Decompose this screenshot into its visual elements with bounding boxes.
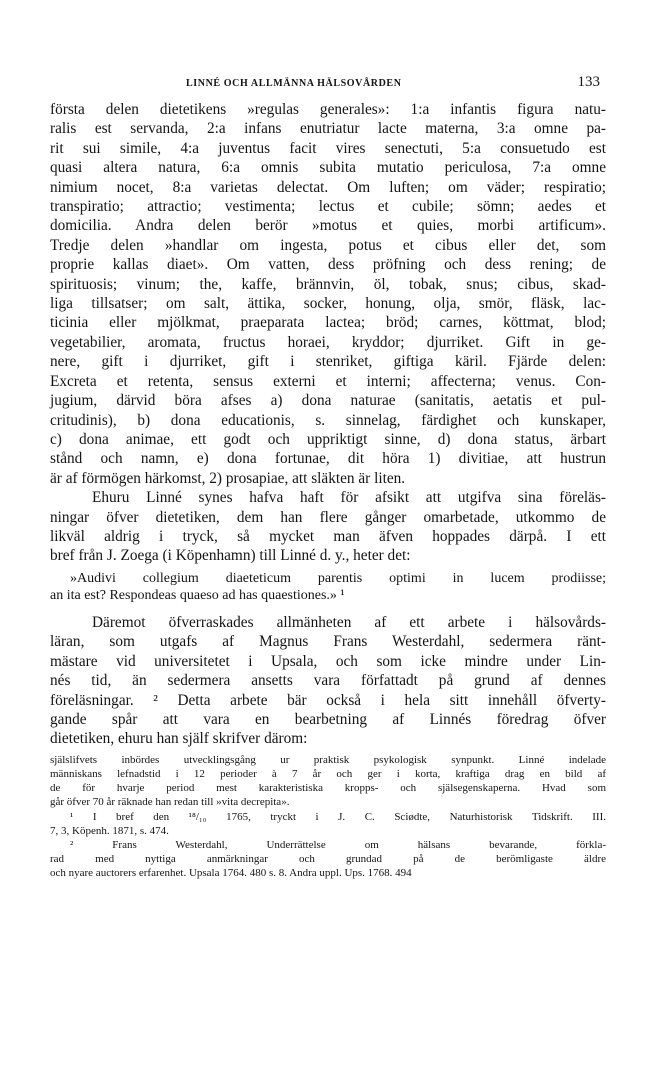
text-line: ningar öfver dietetiken, dem han flere gånger omarbetade, utkommo de — [50, 508, 606, 526]
text-line: Excreta et retenta, sensus externi et interni; affecterna; venus. Con- — [50, 372, 606, 390]
text-line: föreläsningar. ² Detta arbete bär också i hela sitt innehåll öfverty- — [50, 691, 606, 709]
text-line: dietetiken, ehuru han själf skrifver därom: — [50, 730, 308, 748]
text-line: är af förmögen härkomst, 2) prosapiae, att släkten är liten. — [50, 469, 406, 487]
text-line: första delen dietetikens »regulas generales»: 1:a infantis figura natu- — [50, 101, 606, 118]
paragraph-westerdahl — [50, 613, 606, 749]
text-line: transpiratio; attractio; vestimenta; lectus et cubile; sömn; aedes et — [50, 198, 606, 216]
text-line: proprie kallas diaet». Om vatten, dess pröfning och dess rening; de — [50, 256, 606, 274]
text-line: nés tid, än sedermera ansetts vara författadt på grund af dennes — [50, 672, 606, 690]
footnote-1: ¹ I bref den ¹⁸/₁₀ 1765, tryckt i J. C. Sciødte, Naturhistorisk Tidskrift. III. — [70, 810, 606, 823]
running-head — [166, 74, 606, 98]
paragraph-dietetics-parts — [50, 100, 606, 488]
body-text — [50, 100, 606, 881]
footnote-2: ² Frans Westerdahl, Underrättelse om hälsans bevarande, förkla- — [70, 839, 606, 851]
text-line: Tredje delen »handlar om ingesta, potus et cibus eller det, som — [50, 236, 606, 254]
text-line: likväl aldrig i tryck, så mycket man äfven hoppades därpå. I ett — [50, 527, 606, 545]
text-line: bref från J. Zoega (i Köpenhamn) till Linné d. y., heter det: — [50, 547, 411, 565]
text-line: Ehuru Linné synes hafva haft för afsikt att utgifva sina föreläs- — [92, 489, 606, 507]
footnote-line: och nyare auctorers erfarenhet. Upsala 1764. 480 s. 8. Andra uppl. Ups. 1768. 494 — [50, 867, 412, 880]
text-line: c) dona animae, ett godt och uppriktigt sinne, d) dona status, ärbart — [50, 430, 606, 448]
text-line: stånd och namn, e) dona fortunae, dit höra 1) divitiae, att hustrun — [50, 450, 606, 468]
text-line: liga tillsatser; om salt, ättika, socker, honung, olja, smör, fläsk, lac- — [50, 295, 606, 313]
text-line: critudinis), b) dona educationis, s. sinnelag, färdighet och kunskaper, — [50, 411, 606, 429]
footnote-line: människans lefnadstid i 12 perioder à 7 år och ger i korta, kraftiga drag en bild af — [50, 767, 606, 780]
page-number: 133 — [577, 74, 600, 90]
text-line: vegetabilier, aromata, fructus horaei, kryddor; djurriket. Gift in ge- — [50, 333, 606, 351]
footnote-line: de för hvarje period mest karakteristiska kropps- och själsegenskaperna. Hvad som — [50, 782, 606, 795]
footnote-line: rad med nyttiga anmärkningar och grundad på de berömligaste äldre — [50, 853, 606, 866]
text-line: ticinia eller mjölkmat, praeparata lactea; bröd; carnes, köttmat, blod; — [50, 314, 606, 332]
text-line: an ita est? Respondeas quaeso ad has quaestiones.» ¹ — [50, 588, 345, 604]
running-title: LINNÉ OCH ALLMÄNNA HÄLSOVÅRDEN — [186, 78, 402, 89]
footnote-line: 7, 3, Köpenh. 1871, s. 474. — [50, 824, 169, 837]
footnotes — [50, 753, 606, 881]
footnote-line: själslifvets inbördes utvecklingsgång ur praktisk psykologisk synpunkt. Linné indelade — [50, 753, 606, 766]
text-line: nimium nocet, 8:a varietas delectat. Om luften; om väder; respiratio; — [50, 178, 606, 196]
text-line: mästare vid universitetet i Upsala, och som icke mindre under Lin- — [50, 652, 606, 670]
text-line: rit sui simile, 4:a juventus facit vires senectuti, 5:a consuetudo est — [50, 139, 606, 157]
text-line: jugium, därvid böra afses a) dona naturae (sanitatis, aetatis et pul- — [50, 392, 606, 410]
latin-quote — [50, 570, 606, 605]
paragraph-zoega-letter — [50, 488, 606, 566]
text-line: nere, gift i djurriket, gift i stenriket, giftiga käril. Fjärde delen: — [50, 353, 606, 371]
text-line: gande spår att vara en bearbetning af Linnés föredrag öfver — [50, 710, 606, 728]
text-line: ralis est servanda, 2:a infans enutriatur lacte materna, 3:a omne pa- — [50, 120, 606, 138]
text-line: domicilia. Andra delen berör »motus et quies, morbi artificum». — [50, 217, 606, 235]
text-line: Däremot öfverraskades allmänheten af ett arbete i hälsovårds- — [92, 613, 606, 631]
text-line: »Audivi collegium diaeteticum parentis optimi in lucem prodiisse; — [70, 570, 606, 586]
text-line: läran, som utgafs af Magnus Frans Westerdahl, sedermera ränt- — [50, 633, 606, 651]
text-line: quasi altera natura, 6:a omnis subita mutatio periculosa, 7:a omne — [50, 159, 606, 177]
footnote-line: går öfver 70 år räknade han redan till »vita decrepita». — [50, 796, 290, 809]
text-line: spirituosis; vinum; the, kaffe, brännvin, öl, tobak, snus; cibus, skad- — [50, 275, 606, 293]
